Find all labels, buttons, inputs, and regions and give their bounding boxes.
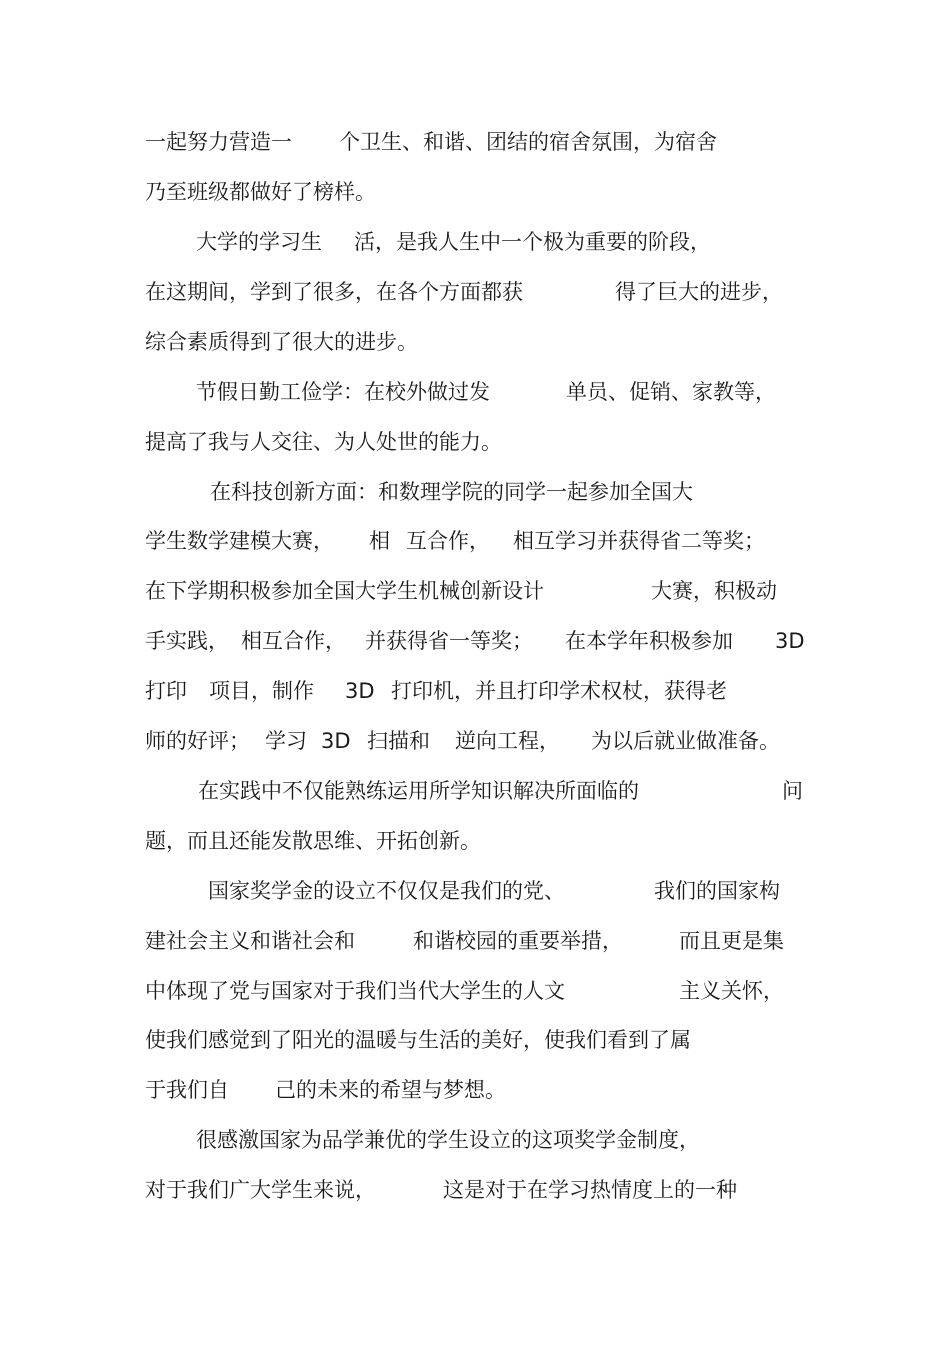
text-segment: 3D xyxy=(775,629,805,653)
text-segment: 题，而且还能发散思维、开拓创新。 xyxy=(145,829,481,853)
text-segment: 和谐校园的重要举措， xyxy=(413,929,623,953)
text-segment: 一起努力营造一 xyxy=(145,130,292,154)
text-segment: 这是对于在学习热情度上的一种 xyxy=(443,1178,737,1202)
text-segment: 主义关怀， xyxy=(679,979,784,1003)
text-segment: 乃至班级都做好了榜样。 xyxy=(145,180,376,204)
text-segment: 并获得省一等奖； xyxy=(365,629,533,653)
text-segment: 打印机，并且打印学术权杖，获得老 xyxy=(391,679,727,703)
text-segment: 活，是我人生中一个极为重要的阶段， xyxy=(354,230,711,254)
text-segment: 3D xyxy=(321,729,351,753)
text-segment: 单员、促销、家教等， xyxy=(566,380,776,404)
text-segment: 我们的国家构 xyxy=(654,879,780,903)
text-segment: 手实践， xyxy=(145,629,229,653)
text-segment: 在本学年积极参加 xyxy=(565,629,733,653)
text-segment: 逆向工程， xyxy=(455,729,560,753)
text-segment: 己的未来的希望与梦想。 xyxy=(275,1078,506,1102)
text-segment: 为以后就业做准备。 xyxy=(591,729,780,753)
text-segment: 很感激国家为品学兼优的学生设立的这项奖学金制度， xyxy=(196,1128,700,1152)
text-segment: 在下学期积极参加全国大学生机械创新设计 xyxy=(145,579,544,603)
text-segment: 相 xyxy=(369,529,390,553)
text-segment: 大学的学习生 xyxy=(196,230,322,254)
text-segment: 项目，制作 xyxy=(209,679,314,703)
text-segment: 在这期间，学到了很多，在各个方面都获 xyxy=(145,280,523,304)
text-segment: 打印 xyxy=(145,679,187,703)
text-segment: 相互合作， xyxy=(241,629,346,653)
text-segment: 节假日勤工俭学：在校外做过发 xyxy=(196,380,490,404)
text-segment: 互合作， xyxy=(406,529,490,553)
text-segment: 学生数学建模大赛， xyxy=(145,529,334,553)
text-segment: 于我们自 xyxy=(145,1078,229,1102)
text-segment: 相互学习并获得省二等奖； xyxy=(513,529,765,553)
text-segment: 问 xyxy=(782,779,803,803)
text-segment: 师的好评； xyxy=(145,729,250,753)
text-segment: 建社会主义和谐社会和 xyxy=(145,929,355,953)
text-segment: 得了巨大的进步， xyxy=(615,280,783,304)
text-segment: 而且更是集 xyxy=(679,929,784,953)
text-segment: 提高了我与人交往、为人处世的能力。 xyxy=(145,430,502,454)
text-segment: 国家奖学金的设立不仅仅是我们的党、 xyxy=(208,879,565,903)
text-segment: 对于我们广大学生来说， xyxy=(145,1178,376,1202)
text-segment: 学习 xyxy=(265,729,307,753)
text-segment: 中体现了党与国家对于我们当代大学生的人文 xyxy=(145,979,565,1003)
text-segment: 扫描和 xyxy=(367,729,430,753)
text-segment: 大赛，积极动 xyxy=(651,579,777,603)
text-segment: 使我们感觉到了阳光的温暖与生活的美好，使我们看到了属 xyxy=(145,1028,691,1052)
text-segment: 在科技创新方面：和数理学院的同学一起参加全国大 xyxy=(210,480,693,504)
text-segment: 个卫生、和谐、团结的宿舍氛围，为宿舍 xyxy=(339,130,717,154)
text-segment: 在实践中不仅能熟练运用所学知识解决所面临的 xyxy=(198,779,639,803)
text-segment: 综合素质得到了很大的进步。 xyxy=(145,330,418,354)
text-segment: 3D xyxy=(345,679,375,703)
